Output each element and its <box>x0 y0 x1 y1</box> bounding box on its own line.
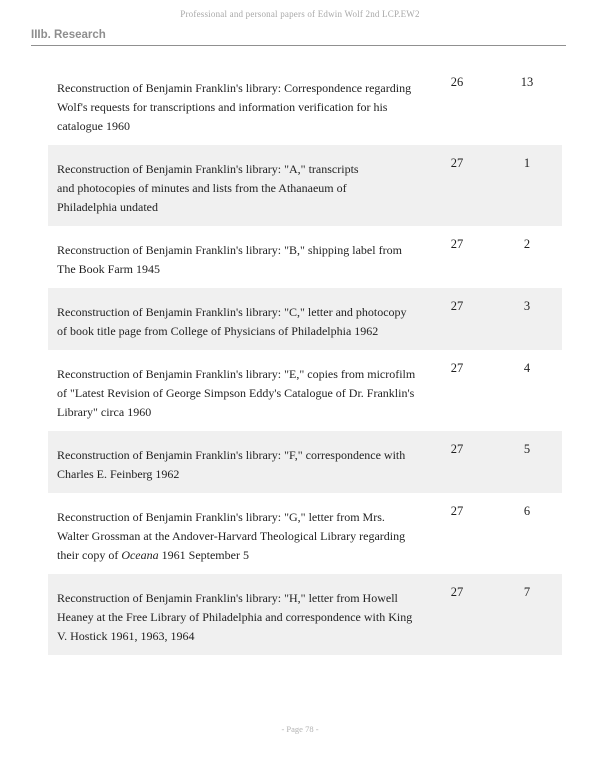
description-line <box>57 608 418 627</box>
container-number: 27 <box>450 585 464 599</box>
container-number: 27 <box>450 156 464 170</box>
folder-number: 5 <box>523 442 531 456</box>
item-description <box>48 493 422 574</box>
table-row <box>48 574 562 655</box>
page-header <box>0 0 600 20</box>
description-text: catalogue 1960 <box>57 119 130 133</box>
description-text: Reconstruction of Benjamin Franklin's library: "E," copies from microfilm <box>57 367 416 381</box>
table-row <box>48 145 562 226</box>
description-text: of "Latest Revision of George Simpson Eddy's Catalogue of Dr. Franklin's <box>57 386 415 400</box>
description-text: Reconstruction of Benjamin Franklin's library: "B," shipping label from <box>57 243 402 257</box>
description-text: Wolf's requests for transcriptions and information verification for his <box>57 100 388 114</box>
description-text: Philadelphia undated <box>57 200 158 214</box>
description-text: 1961 September 5 <box>158 548 249 562</box>
folder-number: 7 <box>523 585 531 599</box>
description-line <box>57 79 418 98</box>
container-number: 27 <box>450 504 464 518</box>
description-line <box>57 446 418 465</box>
description-text: The Book Farm 1945 <box>57 262 160 276</box>
description-line <box>57 546 418 565</box>
description-text: their copy of <box>57 548 122 562</box>
description-line <box>57 241 418 260</box>
description-line <box>57 527 418 546</box>
header-divider <box>31 45 566 46</box>
item-description <box>48 64 422 145</box>
container-number: 27 <box>450 237 464 251</box>
description-line <box>57 589 418 608</box>
description-line <box>57 465 418 484</box>
folder-number: 13 <box>520 75 534 89</box>
description-line <box>57 403 418 422</box>
description-text: Reconstruction of Benjamin Franklin's library: Correspondence regarding <box>57 81 412 95</box>
description-line <box>57 322 418 341</box>
folder-number: 1 <box>523 156 531 170</box>
table-row <box>48 350 562 431</box>
description-line <box>57 117 418 136</box>
folder-number: 2 <box>523 237 531 251</box>
table-row <box>48 493 562 574</box>
table-row <box>48 288 562 350</box>
description-text: and photocopies of minutes and lists from the Athanaeum of <box>57 181 347 195</box>
table-row <box>48 64 562 145</box>
description-text: Library" circa 1960 <box>57 405 152 419</box>
description-line <box>57 365 418 384</box>
description-text: V. Hostick 1961, 1963, 1964 <box>57 629 195 643</box>
description-line <box>57 179 418 198</box>
description-text: Heaney at the Free Library of Philadelphia and correspondence with King <box>57 610 413 624</box>
item-description <box>48 431 422 493</box>
container-number: 27 <box>450 442 464 456</box>
description-text: Reconstruction of Benjamin Franklin's library: "A," transcripts <box>57 162 359 176</box>
description-line <box>57 627 418 646</box>
item-description <box>48 288 422 350</box>
inventory-table <box>48 64 562 655</box>
folder-number: 3 <box>523 299 531 313</box>
section-heading: IIIb. Research <box>31 29 106 41</box>
item-description <box>48 145 422 226</box>
folder-number: 6 <box>523 504 531 518</box>
description-line <box>57 260 418 279</box>
item-description <box>48 574 422 655</box>
description-text: Reconstruction of Benjamin Franklin's library: "F," correspondence with <box>57 448 406 462</box>
description-line <box>57 98 418 117</box>
collection-title: Professional and personal papers of Edwin Wolf 2nd LCP.EW2 <box>180 9 420 19</box>
description-line <box>57 303 418 322</box>
table-row <box>48 431 562 493</box>
italic-work-title: Oceana <box>121 548 159 562</box>
folder-number: 4 <box>523 361 531 375</box>
description-text: Reconstruction of Benjamin Franklin's library: "G," letter from Mrs. <box>57 510 385 524</box>
page-number: - Page 78 - <box>281 724 319 734</box>
description-text: Reconstruction of Benjamin Franklin's library: "C," letter and photocopy <box>57 305 407 319</box>
description-line <box>57 160 418 179</box>
container-number: 26 <box>450 75 464 89</box>
description-text: Reconstruction of Benjamin Franklin's library: "H," letter from Howell <box>57 591 398 605</box>
item-description <box>48 226 422 288</box>
item-description <box>48 350 422 431</box>
description-text: Walter Grossman at the Andover-Harvard Theological Library regarding <box>57 529 406 543</box>
container-number: 27 <box>450 299 464 313</box>
description-line <box>57 508 418 527</box>
description-text: of book title page from College of Physicians of Philadelphia 1962 <box>57 324 379 338</box>
description-text: Charles E. Feinberg 1962 <box>57 467 180 481</box>
table-row <box>48 226 562 288</box>
description-line <box>57 198 418 217</box>
container-number: 27 <box>450 361 464 375</box>
description-line <box>57 384 418 403</box>
